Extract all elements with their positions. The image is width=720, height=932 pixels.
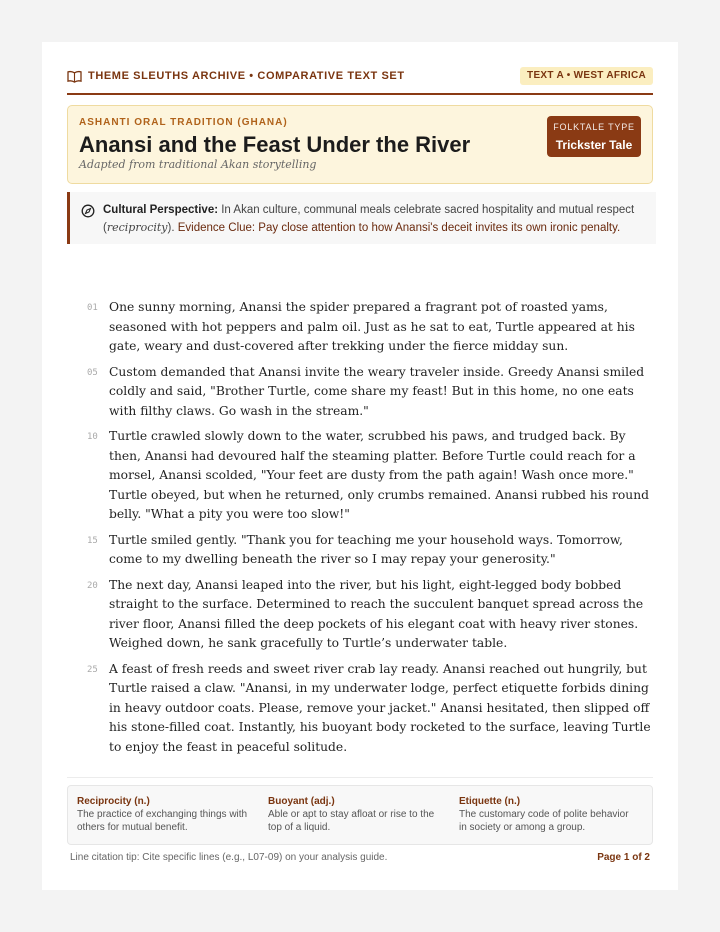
callout-text (103, 201, 643, 237)
story-paragraph (67, 427, 653, 525)
paragraph-text: Custom demanded that Anansi invite the weary traveler inside. Greedy Anansi smiled coldly and said, "Brother Turtle, come share my feast! But in this home, no one eats with filthy claws. Go wash in the stream." (109, 364, 645, 418)
story-text (67, 298, 653, 763)
story-paragraph (67, 298, 653, 357)
folktale-type-badge (547, 116, 641, 157)
story-paragraph (67, 576, 653, 654)
paragraph-text: A feast of fresh reeds and sweet river crab lay ready. Anansi reached out hungrily, but Turtle raised a claw. "Anansi, in my underwater lodge, perfect etiquette forbids dining in heavy outdoor coats. Please, remove your jacket." Anansi hesitated, then slipped off his stone-filled coat. Instantly, his buoyant body rocketed to the surface, leaving Turtle to enjoy the feast in peaceful solitude. (109, 661, 651, 754)
archive-label: THEME SLEUTHS ARCHIVE • COMPARATIVE TEXT SET (88, 70, 405, 82)
story-title: Anansi and the Feast Under the River (79, 132, 471, 157)
paragraph-text: One sunny morning, Anansi the spider prepared a fragrant pot of roasted yams, seasoned with hot peppers and palm oil. Just as he sat to eat, Turtle appeared at his gate, weary and dust-covered after trekking under the fierce midday sun. (109, 300, 635, 353)
evidence-clue: Evidence Clue: Pay close attention to how Anansi's deceit invites its own ironic penalty. (177, 222, 621, 234)
glossary-item-etiquette (450, 786, 641, 844)
cultural-perspective-callout (67, 192, 656, 244)
paragraph-text: Turtle smiled gently. "Thank you for teaching me your household ways. Tomorrow, come to my dwelling beneath the river so I may repay your generosity." (109, 532, 623, 566)
story-subtitle: Adapted from traditional Akan storytelling (79, 158, 317, 171)
open-book-icon (67, 70, 82, 83)
line-number: 10 (87, 432, 98, 442)
archive-label-group (67, 69, 405, 83)
glossary-item-buoyant (259, 786, 450, 844)
paragraph-text: The next day, Anansi leaped into the river, but his light, eight-legged body bobbed straight to the surface. Determined to reach the succulent banquet spread across the river floor, Anansi filled the deep pockets of his elegant coat with heavy river stones. Weighed down, he sank gracefully to Turtle’s underwater table. (109, 577, 644, 650)
line-number: 05 (87, 367, 98, 378)
folktale-type-value: Trickster Tale (555, 138, 633, 152)
glossary-term: Buoyant (adj.) (268, 796, 335, 807)
callout-label: Cultural Perspective: (103, 204, 219, 216)
line-number: 15 (87, 535, 98, 546)
citation-tip: Line citation tip: Cite specific lines (e.g., L07-09) on your analysis guide. (70, 852, 388, 863)
glossary-definition: Able or apt to stay afloat or rise to the top of a liquid. (268, 809, 435, 833)
callout-body-end: ). (167, 222, 178, 234)
header-bar (67, 68, 653, 95)
callout-term: reciprocity (106, 221, 168, 234)
glossary-definition: The practice of exchanging things with others for mutual benefit. (77, 809, 248, 833)
story-paragraph (67, 660, 653, 758)
vocabulary-glossary (67, 785, 653, 845)
story-paragraph (67, 363, 653, 422)
tradition-label: ASHANTI ORAL TRADITION (GHANA) (79, 117, 288, 128)
worksheet-page (42, 42, 678, 890)
glossary-term: Etiquette (n.) (459, 796, 521, 807)
page-number: Page 1 of 2 (597, 852, 650, 863)
glossary-term: Reciprocity (n.) (77, 796, 150, 807)
title-card (67, 105, 653, 184)
callout-body-start: In Akan culture, communal meals celebrate sacred hospitality and mutual respect ( (103, 204, 635, 234)
paragraph-text: Turtle crawled slowly down to the water, scrubbed his paws, and trudged back. By then, Anansi had devoured half the steaming platter. Before Turtle could reach for a morsel, Anansi scolded, "Your feet are dusty from the path again! Wash once more." Turtle obeyed, but when he returned, only crumbs remained. Anansi rubbed his round belly. "What a pity you were too slow!" (109, 429, 649, 521)
line-number: 20 (87, 580, 98, 591)
text-set-badge: TEXT A • WEST AFRICA (520, 67, 653, 85)
glossary-item-reciprocity (68, 786, 259, 844)
divider (67, 777, 653, 778)
glossary-definition: The customary code of polite behavior in society or among a group. (459, 809, 629, 833)
line-number: 01 (87, 303, 98, 313)
story-paragraph (67, 531, 653, 570)
line-number: 25 (87, 664, 98, 675)
compass-icon (81, 204, 95, 218)
folktale-type-label: FOLKTALE TYPE (553, 122, 635, 132)
